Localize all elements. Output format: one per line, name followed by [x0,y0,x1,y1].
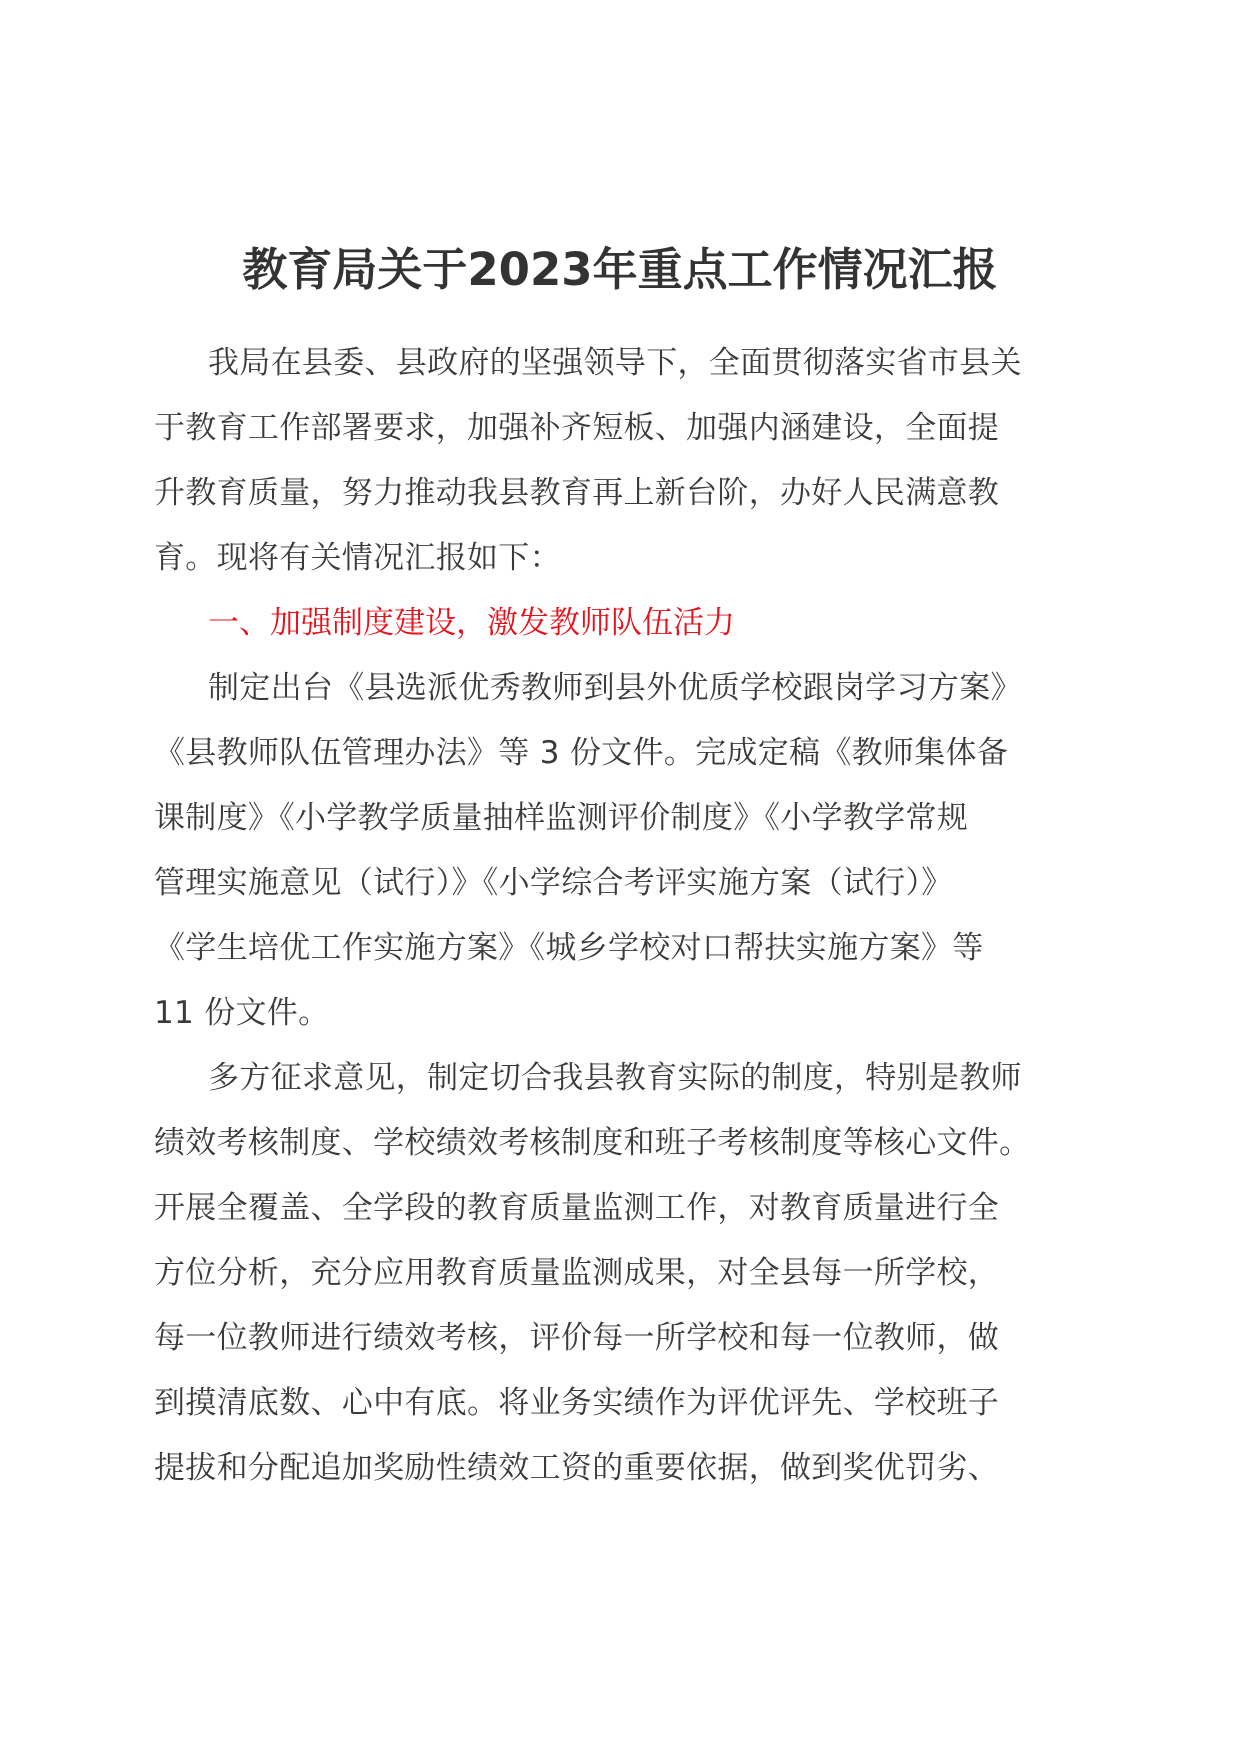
document-title: 教育局关于2023年重点工作情况汇报 [242,243,998,296]
intro-line-3: 升教育质量，努力推动我县教育再上新台阶，办好人民满意教 [154,475,1000,511]
paragraph-2-line-2: 绩效考核制度、学校绩效考核制度和班子考核制度等核心文件。 [154,1125,1031,1161]
paragraph-1-line-5: 《学生培优工作实施方案》《城乡学校对口帮扶实施方案》等 [154,930,984,966]
paragraph-1 [154,656,1088,1046]
paragraph-1-line-3: 课制度》《小学教学质量抽样监测评价制度》《小学教学常规 [154,800,969,836]
paragraph-2-line-6: 到摸清底数、心中有底。将业务实绩作为评优评先、学校班子 [154,1385,1000,1421]
intro-line-4: 育。现将有关情况汇报如下： [154,540,561,576]
section-1-heading: 一、加强制度建设，激发教师队伍活力 [208,605,735,641]
document-body [154,331,1088,1501]
intro-line-1: 我局在县委、县政府的坚强领导下，全面贯彻落实省市县关 [208,345,1022,381]
intro-paragraph [154,331,1088,591]
intro-line-2: 于教育工作部署要求，加强补齐短板、加强内涵建设，全面提 [154,410,1000,446]
paragraph-2-line-7: 提拔和分配追加奖励性绩效工资的重要依据，做到奖优罚劣、 [154,1450,1000,1486]
paragraph-2-line-1: 多方征求意见，制定切合我县教育实际的制度，特别是教师 [208,1060,1022,1096]
paragraph-1-line-1: 制定出台《县选派优秀教师到县外优质学校跟岗学习方案》 [208,670,1022,706]
paragraph-1-line-2: 《县教师队伍管理办法》等 3 份文件。完成定稿《教师集体备 [154,735,1009,771]
paragraph-2-line-5: 每一位教师进行绩效考核，评价每一所学校和每一位教师，做 [154,1320,1000,1356]
paragraph-1-line-6: 11 份文件。 [154,995,330,1031]
paragraph-2-line-4: 方位分析，充分应用教育质量监测成果，对全县每一所学校， [154,1255,1000,1291]
paragraph-2 [154,1046,1088,1501]
paragraph-2-line-3: 开展全覆盖、全学段的教育质量监测工作，对教育质量进行全 [154,1190,1000,1226]
paragraph-1-line-4: 管理实施意见（试行）》《小学综合考评实施方案（试行）》 [154,865,953,901]
